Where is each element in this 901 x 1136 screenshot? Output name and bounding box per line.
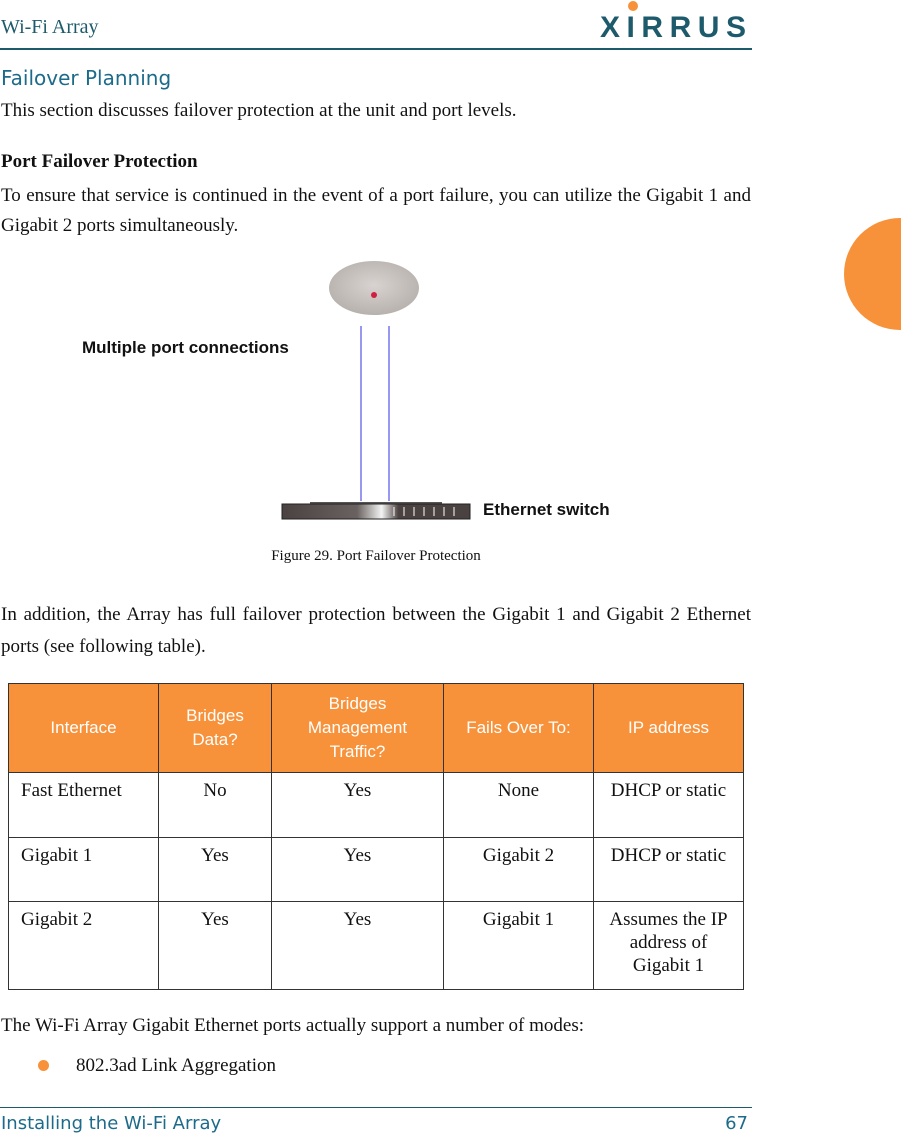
access-point-image (329, 261, 419, 315)
footer-chapter: Installing the Wi-Fi Array (1, 1113, 222, 1134)
table-cell: Gigabit 1 (9, 838, 159, 902)
table-cell: Assumes the IP address of Gigabit 1 (594, 902, 744, 990)
paragraph: To ensure that service is continued in the event of a port failure, you can utilize the Gigabit 1 and Gigabit 2 ports simultaneously. (1, 185, 751, 236)
table-row (9, 773, 744, 838)
paragraph: The Wi-Fi Array Gigabit Ethernet ports actually support a number of modes: (1, 1015, 584, 1036)
table-cell: None (444, 773, 594, 838)
table-cell: Yes (159, 838, 272, 902)
table-cell: DHCP or static (594, 838, 744, 902)
column-header: Interface (9, 684, 159, 773)
table-row (9, 902, 744, 990)
page-number: 67 (725, 1113, 748, 1134)
intro-paragraph: This section discusses failover protection at the unit and port levels. (1, 100, 517, 121)
failover-table (8, 683, 744, 990)
table-row (9, 838, 744, 902)
paragraph: In addition, the Array has full failover protection between the Gigabit 1 and Gigabit 2 Ethernet ports (see following table). (1, 604, 751, 657)
bullet-item: 802.3ad Link Aggregation (76, 1055, 276, 1076)
table-cell: DHCP or static (594, 773, 744, 838)
table-cell: Gigabit 2 (444, 838, 594, 902)
table-cell: Fast Ethernet (9, 773, 159, 838)
xirrus-logo (598, 0, 748, 40)
table-cell: Yes (272, 773, 444, 838)
bullet-icon (38, 1060, 49, 1071)
column-header: Fails Over To: (444, 684, 594, 773)
header-title: Wi-Fi Array (1, 16, 99, 38)
header-rule (0, 48, 752, 50)
section-title: Failover Planning (1, 66, 172, 90)
table-header-row (9, 684, 744, 773)
table-cell: Yes (272, 902, 444, 990)
figure-caption: Figure 29. Port Failover Protection (271, 548, 481, 564)
chapter-tab (844, 218, 901, 330)
ethernet-switch-image (282, 504, 470, 519)
table-cell: Yes (272, 838, 444, 902)
table-cell: Yes (159, 902, 272, 990)
svg-text:XIRRUS: XIRRUS (600, 11, 746, 40)
figure-label-connections: Multiple port connections (82, 338, 289, 357)
figure-label-switch: Ethernet switch (483, 500, 610, 519)
column-header: Bridges Data? (159, 684, 272, 773)
subsection-title: Port Failover Protection (1, 151, 198, 172)
column-header: IP address (594, 684, 744, 773)
footer-rule (0, 1107, 752, 1108)
table-cell: Gigabit 1 (444, 902, 594, 990)
table-cell: Gigabit 2 (9, 902, 159, 990)
table-cell: No (159, 773, 272, 838)
port-failover-figure (270, 255, 490, 525)
column-header: Bridges Management Traffic? (272, 684, 444, 773)
